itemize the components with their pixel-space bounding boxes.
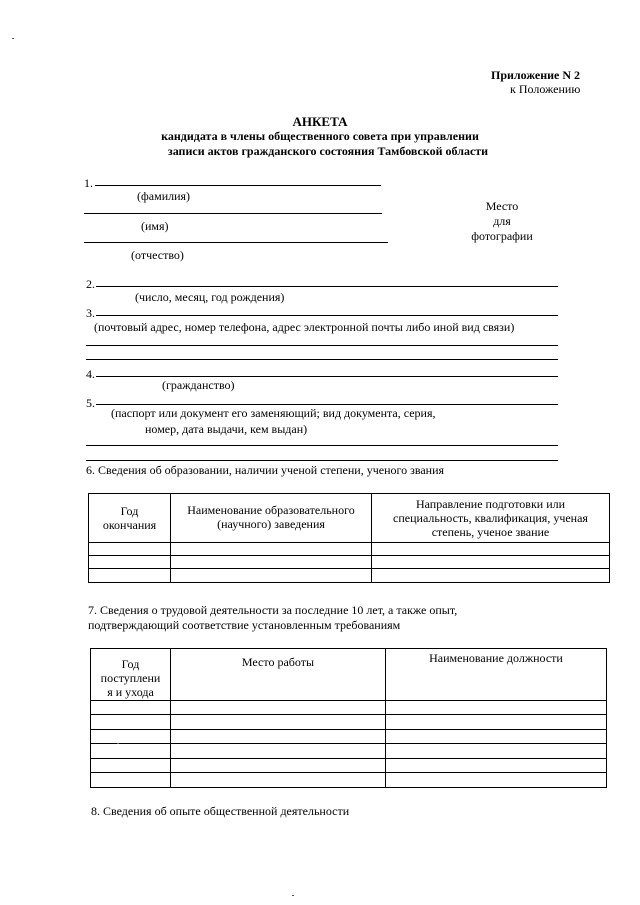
table-cell[interactable] [171,569,372,583]
education-col-institution-line2: (научного) заведения [217,517,325,531]
table-cell[interactable] [171,759,386,773]
education-col-institution [171,494,372,543]
education-col-year [89,494,171,543]
table-row [91,759,607,773]
table-row [91,773,607,788]
photo-label-line3: фотографии [471,229,533,243]
table-cell[interactable] [171,773,386,788]
work-col-year-line3: я и ухода [107,685,154,699]
field-number-5: 5. [86,396,95,410]
surname-caption: (фамилия) [137,189,191,203]
work-col-year-line2: поступлени [100,671,161,685]
table-row [91,715,607,730]
table-cell[interactable] [91,715,171,730]
birth-caption: (число, месяц, год рождения) [135,290,285,304]
name-line[interactable] [84,213,382,214]
education-table [88,493,610,583]
section-7-title-line1: 7. Сведения о трудовой деятельности за последние 10 лет, а также опыт, [88,603,458,617]
work-col-position-label: Наименование должности [429,651,563,665]
table-cell[interactable] [386,715,607,730]
section-8-title: 8. Сведения об опыте общественной деятельности [91,804,350,818]
table-cell[interactable] [89,556,171,569]
passport-caption-line1: (паспорт или документ его заменяющий; вид документа, серия, [111,406,436,420]
field-number-3: 3. [86,306,95,320]
patronymic-caption: (отчество) [131,248,184,262]
table-cell[interactable] [372,543,610,556]
work-col-place-label: Место работы [241,655,315,669]
table-cell[interactable] [386,759,607,773]
table-row [91,701,607,715]
table-cell[interactable] [171,715,386,730]
scan-speck [117,743,119,744]
contacts-line[interactable] [96,315,558,316]
passport-caption-line2: номер, дата выдачи, кем выдан) [145,422,308,436]
citizenship-caption: (гражданство) [162,378,235,392]
table-row [89,569,610,583]
name-caption: (имя) [141,219,169,233]
table-cell[interactable] [386,701,607,715]
education-col-institution-line1: Наименование образовательного [187,503,355,517]
appendix-to-label: к Положению [510,82,581,96]
field-number-1: 1. [84,176,93,190]
table-cell[interactable] [91,730,171,744]
scan-speck [12,38,14,39]
work-table [90,648,607,788]
table-cell[interactable] [89,569,171,583]
section-7-title-line2: подтверждающий соответствие установленным требованиям [88,618,401,632]
citizenship-line[interactable] [96,376,558,377]
patronymic-line[interactable] [84,242,388,243]
table-row [91,744,607,759]
contacts-caption: (почтовый адрес, номер телефона, адрес электронной почты либо иной вид связи) [94,320,515,334]
passport-line-2[interactable] [86,445,558,446]
table-cell[interactable] [171,556,372,569]
contacts-line-3[interactable] [86,359,558,360]
table-row [89,543,610,556]
photo-label-line2: для [493,214,511,228]
education-col-specialty-line2: специальность, квалификация, ученая [393,511,588,525]
education-col-year-line1: Год [120,504,139,518]
form-subtitle-line1: кандидата в члены общественного совета при управлении [161,129,479,143]
birth-line[interactable] [96,286,558,287]
education-col-specialty-line3: степень, ученое звание [431,525,550,539]
table-cell[interactable] [91,744,171,759]
field-number-4: 4. [86,367,95,381]
table-cell[interactable] [386,744,607,759]
section-6-title: 6. Сведения об образовании, наличии ученой степени, ученого звания [86,463,445,477]
form-title: АНКЕТА [292,114,348,129]
work-col-year [91,649,171,701]
education-col-year-line2: окончания [102,518,157,532]
form-subtitle-line2: записи актов гражданского состояния Тамбовской области [167,144,489,158]
table-cell[interactable] [372,569,610,583]
table-cell[interactable] [372,556,610,569]
table-row [91,730,607,744]
appendix-label: Приложение N 2 [491,68,581,82]
table-cell[interactable] [91,759,171,773]
work-col-year-line1: Год [121,657,140,671]
photo-label-line1: Место [485,199,519,213]
table-cell[interactable] [91,701,171,715]
education-col-specialty-line1: Направление подготовки или [415,497,566,511]
passport-line[interactable] [96,404,558,405]
table-cell[interactable] [386,730,607,744]
surname-line[interactable] [95,185,381,186]
table-cell[interactable] [89,543,171,556]
field-number-2: 2. [86,277,95,291]
table-cell[interactable] [171,543,372,556]
table-cell[interactable] [91,773,171,788]
photo-placeholder [462,199,542,244]
table-row [89,556,610,569]
work-col-place [171,649,386,701]
passport-line-3[interactable] [86,460,558,461]
scan-speck [292,895,294,896]
table-cell[interactable] [386,773,607,788]
table-cell[interactable] [171,744,386,759]
table-cell[interactable] [171,730,386,744]
work-col-position [386,649,607,701]
table-cell[interactable] [171,701,386,715]
contacts-line-2[interactable] [86,345,558,346]
education-col-specialty [372,494,610,543]
